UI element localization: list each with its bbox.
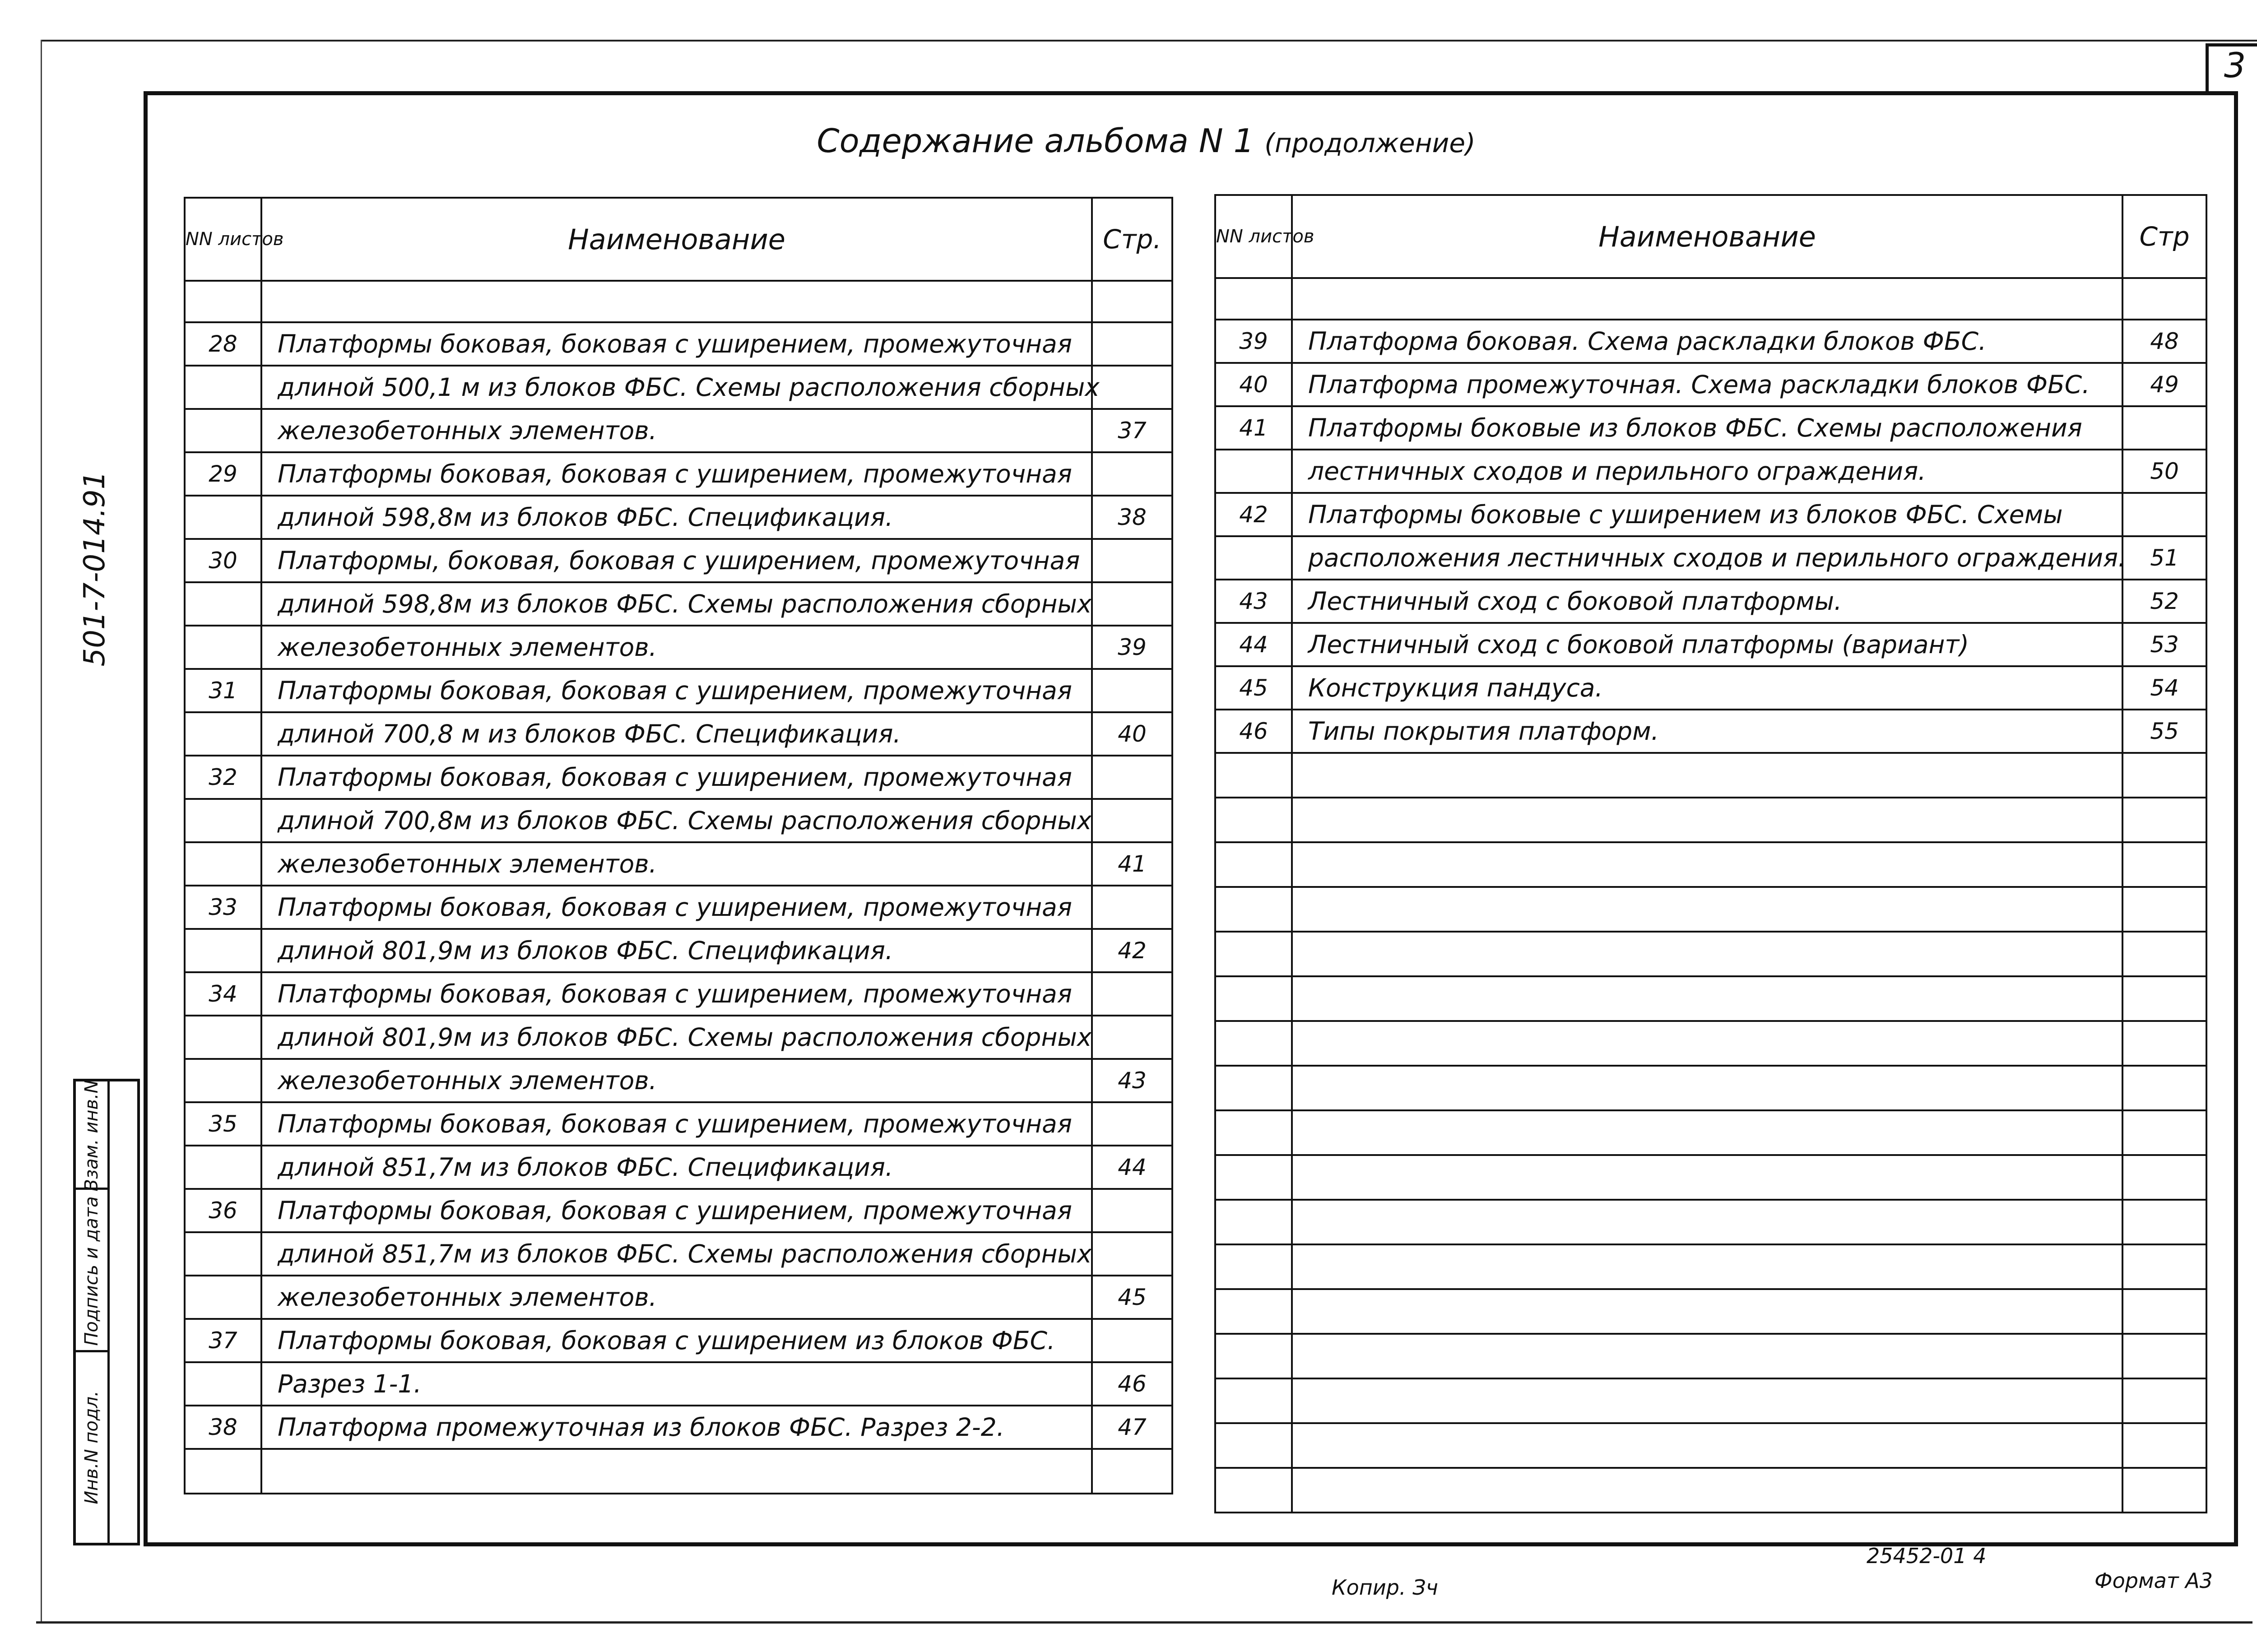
sheet-number-cell: 42 [1215, 493, 1292, 536]
table-row [185, 452, 1172, 496]
empty-cell [1215, 1155, 1292, 1200]
header-page: Стр [2122, 195, 2206, 278]
table-row [185, 496, 1172, 539]
name-cell: длиной 851,7м из блоков ФБС. Спецификация. [261, 1146, 1092, 1189]
bottom-trim-line [36, 1621, 2252, 1624]
empty-cell [2122, 976, 2206, 1021]
name-cell: железобетонных элементов. [261, 409, 1092, 452]
empty-cell [1292, 798, 2122, 842]
table-row [185, 539, 1172, 582]
table-row [1215, 320, 2206, 363]
page-cell: 45 [1092, 1276, 1172, 1319]
empty-cell [2122, 753, 2206, 798]
page-cell [2122, 406, 2206, 450]
name-cell: Платформы боковая, боковая с уширением, промежуточная [261, 1189, 1092, 1232]
blank-row [1215, 278, 2206, 320]
contents-table-left [184, 197, 1173, 1494]
name-cell: Платформы боковая, боковая с уширением из блоков ФБС. [261, 1319, 1092, 1362]
name-cell: длиной 598,8м из блоков ФБС. Спецификация. [261, 496, 1092, 539]
empty-cell [185, 1449, 261, 1494]
sheet-number-cell: 38 [185, 1406, 261, 1449]
sheet-number-cell [185, 799, 261, 842]
table-row [185, 669, 1172, 712]
empty-row [1215, 1066, 2206, 1110]
table-row [185, 322, 1172, 366]
empty-cell [1292, 976, 2122, 1021]
empty-cell [1292, 1289, 2122, 1334]
table-row [185, 1102, 1172, 1146]
sheet-number-cell [185, 1059, 261, 1102]
page-cell: 55 [2122, 710, 2206, 753]
sheet-number-cell [185, 929, 261, 972]
title-main: Содержание альбома N 1 [817, 122, 1254, 160]
table-row [1215, 450, 2206, 493]
header-name: Наименование [1292, 195, 2122, 278]
empty-row [1215, 1155, 2206, 1200]
page-cell [1092, 1102, 1172, 1146]
table-row [185, 1146, 1172, 1189]
empty-row [1215, 753, 2206, 798]
empty-cell [1215, 278, 1292, 320]
empty-cell [2122, 1200, 2206, 1244]
left-trim-line [41, 40, 42, 1621]
empty-cell [1215, 1244, 1292, 1289]
name-cell: железобетонных элементов. [261, 1276, 1092, 1319]
empty-cell [1292, 1334, 2122, 1378]
sheet-number-cell: 40 [1215, 363, 1292, 406]
sheet-number-cell: 46 [1215, 710, 1292, 753]
page-cell: 46 [1092, 1362, 1172, 1406]
empty-cell [1292, 1066, 2122, 1110]
sheet-number-cell: 37 [185, 1319, 261, 1362]
sheet-number-cell: 33 [185, 886, 261, 929]
empty-cell [1215, 1378, 1292, 1423]
sheet-number-cell: 45 [1215, 666, 1292, 710]
page-cell: 44 [1092, 1146, 1172, 1189]
stamp-cell-original [76, 1352, 107, 1543]
empty-cell [185, 281, 261, 322]
empty-cell [1292, 1378, 2122, 1423]
table-row [1215, 623, 2206, 666]
table-body-left [185, 281, 1172, 1494]
page-cell [1092, 1232, 1172, 1276]
header-name: Наименование [261, 198, 1092, 281]
table-row [185, 626, 1172, 669]
empty-row [1215, 1200, 2206, 1244]
empty-cell [1292, 1110, 2122, 1155]
name-cell: Платформы боковые с уширением из блоков ФБС. Схемы [1292, 493, 2122, 536]
sheet-number-cell [185, 626, 261, 669]
name-cell: расположения лестничных сходов и перильного ограждения. [1292, 536, 2122, 580]
empty-cell [1215, 932, 1292, 976]
empty-cell [1292, 887, 2122, 932]
table-row [1215, 580, 2206, 623]
empty-row [1215, 1334, 2206, 1378]
page-title [0, 122, 2257, 160]
name-cell: Платформы боковая, боковая с уширением, промежуточная [261, 886, 1092, 929]
sheet-number-cell [185, 1146, 261, 1189]
name-cell: Платформы боковая, боковая с уширением, промежуточная [261, 756, 1092, 799]
stamp-column [76, 1081, 110, 1543]
sheet-number-cell: 35 [185, 1102, 261, 1146]
empty-cell [1292, 1244, 2122, 1289]
sheet-number-cell: 39 [1215, 320, 1292, 363]
empty-cell [2122, 842, 2206, 887]
sheet-number-cell [185, 1276, 261, 1319]
empty-row [1215, 887, 2206, 932]
empty-cell [2122, 1110, 2206, 1155]
name-cell: длиной 598,8м из блоков ФБС. Схемы расположения сборных [261, 582, 1092, 626]
sheet-number: 3 [2224, 45, 2246, 85]
page-cell: 54 [2122, 666, 2206, 710]
sheet-number-cell [1215, 450, 1292, 493]
page-cell [1092, 1189, 1172, 1232]
name-cell: Платформы боковая, боковая с уширением, промежуточная [261, 1102, 1092, 1146]
table-row [1215, 363, 2206, 406]
sheet-number-cell [185, 1016, 261, 1059]
header-page: Стр. [1092, 198, 1172, 281]
empty-cell [1215, 1200, 1292, 1244]
stamp-cell-signature [76, 1190, 107, 1352]
empty-cell [2122, 278, 2206, 320]
page-cell [1092, 756, 1172, 799]
name-cell: железобетонных элементов. [261, 1059, 1092, 1102]
empty-cell [2122, 1289, 2206, 1334]
name-cell: Лестничный сход с боковой платформы (вариант) [1292, 623, 2122, 666]
page-cell [1092, 669, 1172, 712]
name-cell: длиной 801,9м из блоков ФБС. Схемы расположения сборных [261, 1016, 1092, 1059]
empty-cell [261, 281, 1092, 322]
name-cell: Платформы боковые из блоков ФБС. Схемы расположения [1292, 406, 2122, 450]
empty-row [1215, 798, 2206, 842]
empty-cell [261, 1449, 1092, 1494]
empty-cell [2122, 887, 2206, 932]
table-row [185, 972, 1172, 1016]
name-cell: длиной 500,1 м из блоков ФБС. Схемы расположения сборных [261, 366, 1092, 409]
sheet-number-cell: 44 [1215, 623, 1292, 666]
name-cell: длиной 801,9м из блоков ФБС. Спецификация. [261, 929, 1092, 972]
empty-cell [2122, 1155, 2206, 1200]
table-body-right [1215, 278, 2206, 1513]
page-cell [1092, 366, 1172, 409]
table-row [185, 366, 1172, 409]
empty-cell [1292, 1200, 2122, 1244]
empty-row [1215, 976, 2206, 1021]
empty-cell [1292, 278, 2122, 320]
table-row [1215, 710, 2206, 753]
empty-row [1215, 1423, 2206, 1468]
sheet-number-cell: 29 [185, 452, 261, 496]
sheet-number-cell: 28 [185, 322, 261, 366]
page-cell [1092, 582, 1172, 626]
page-cell [1092, 1016, 1172, 1059]
page-cell: 38 [1092, 496, 1172, 539]
name-cell: Платформы боковая, боковая с уширением, промежуточная [261, 322, 1092, 366]
empty-cell [2122, 1066, 2206, 1110]
name-cell: длиной 851,7м из блоков ФБС. Схемы расположения сборных [261, 1232, 1092, 1276]
page-cell [1092, 972, 1172, 1016]
page-cell: 47 [1092, 1406, 1172, 1449]
sheet-number-cell: 41 [1215, 406, 1292, 450]
order-number: 25452-01 4 [1867, 1544, 1987, 1568]
empty-cell [1215, 976, 1292, 1021]
blank-row [185, 281, 1172, 322]
header-sheet-numbers: NN листов [185, 198, 261, 281]
empty-cell [2122, 1378, 2206, 1423]
name-cell: железобетонных элементов. [261, 626, 1092, 669]
page-cell [1092, 886, 1172, 929]
empty-cell [1215, 1289, 1292, 1334]
name-cell: длиной 700,8 м из блоков ФБС. Спецификация. [261, 712, 1092, 756]
page-cell [1092, 452, 1172, 496]
stamp-label-replacement: Взам. инв.N [81, 1080, 102, 1192]
empty-cell [1292, 753, 2122, 798]
sheet-number-cell [1215, 536, 1292, 580]
empty-row [1215, 1468, 2206, 1513]
page-cell: 48 [2122, 320, 2206, 363]
empty-cell [1092, 281, 1172, 322]
table-row [185, 1189, 1172, 1232]
empty-row [1215, 1244, 2206, 1289]
table-row [1215, 666, 2206, 710]
page-cell: 52 [2122, 580, 2206, 623]
table-row [185, 886, 1172, 929]
table-row [185, 712, 1172, 756]
empty-cell [1215, 1423, 1292, 1468]
sheet-number-cell [185, 582, 261, 626]
empty-row [1215, 1110, 2206, 1155]
page-cell: 49 [2122, 363, 2206, 406]
sheet-number-cell: 32 [185, 756, 261, 799]
table-row [1215, 536, 2206, 580]
page-cell [1092, 1319, 1172, 1362]
table-row [1215, 493, 2206, 536]
empty-cell [2122, 1423, 2206, 1468]
table-row [185, 1016, 1172, 1059]
empty-cell [1292, 932, 2122, 976]
table-row [185, 409, 1172, 452]
top-trim-line [41, 40, 2257, 42]
name-cell: Платформы боковая, боковая с уширением, промежуточная [261, 669, 1092, 712]
stamp-label-original: Инв.N подл. [81, 1391, 102, 1504]
empty-cell [2122, 1244, 2206, 1289]
copy-mark: Копир. Зч [1332, 1575, 1438, 1600]
title-sub: (продолжение) [1264, 128, 1476, 158]
sheet-number-cell: 36 [185, 1189, 261, 1232]
table-row [185, 1276, 1172, 1319]
name-cell: Конструкция пандуса. [1292, 666, 2122, 710]
name-cell: Разрез 1-1. [261, 1362, 1092, 1406]
table-row [185, 1232, 1172, 1276]
empty-cell [1215, 1334, 1292, 1378]
sheet-number-cell: 31 [185, 669, 261, 712]
sheet-number-cell [185, 366, 261, 409]
sheet-number-cell [185, 496, 261, 539]
document-code: 501-7-014.91 [78, 471, 111, 667]
empty-cell [1215, 1066, 1292, 1110]
empty-cell [1215, 753, 1292, 798]
header-sheet-numbers: NN листов [1215, 195, 1292, 278]
approval-stamp [73, 1079, 140, 1545]
sheet-number-cell: 30 [185, 539, 261, 582]
name-cell: Платформа промежуточная. Схема раскладки блоков ФБС. [1292, 363, 2122, 406]
page-cell: 51 [2122, 536, 2206, 580]
name-cell: железобетонных элементов. [261, 842, 1092, 886]
empty-cell [1092, 1449, 1172, 1494]
name-cell: лестничных сходов и перильного ограждения. [1292, 450, 2122, 493]
page-cell: 53 [2122, 623, 2206, 666]
empty-cell [1292, 1155, 2122, 1200]
sheet-number-cell [185, 409, 261, 452]
page-cell: 41 [1092, 842, 1172, 886]
empty-row [1215, 1378, 2206, 1423]
page-cell: 39 [1092, 626, 1172, 669]
table-row [185, 799, 1172, 842]
empty-row [185, 1449, 1172, 1494]
empty-cell [2122, 798, 2206, 842]
empty-row [1215, 932, 2206, 976]
sheet-number-cell: 34 [185, 972, 261, 1016]
empty-cell [1215, 1468, 1292, 1513]
empty-row [1215, 842, 2206, 887]
empty-cell [1215, 1021, 1292, 1066]
name-cell: длиной 700,8м из блоков ФБС. Схемы расположения сборных [261, 799, 1092, 842]
empty-cell [1215, 887, 1292, 932]
page-cell: 43 [1092, 1059, 1172, 1102]
empty-cell [2122, 1334, 2206, 1378]
empty-cell [1292, 1468, 2122, 1513]
name-cell: Платформы боковая, боковая с уширением, промежуточная [261, 452, 1092, 496]
empty-cell [1292, 1021, 2122, 1066]
page-cell: 37 [1092, 409, 1172, 452]
sheet-number-cell [185, 1232, 261, 1276]
stamp-cell-replacement [76, 1081, 107, 1190]
table-row [185, 1319, 1172, 1362]
name-cell: Платформы боковая, боковая с уширением, промежуточная [261, 972, 1092, 1016]
empty-row [1215, 1021, 2206, 1066]
table-row [185, 1059, 1172, 1102]
empty-cell [1292, 1423, 2122, 1468]
page-cell [1092, 799, 1172, 842]
sheet-number-cell [185, 712, 261, 756]
table-row [185, 1362, 1172, 1406]
name-cell: Платформы, боковая, боковая с уширением, промежуточная [261, 539, 1092, 582]
page-cell: 50 [2122, 450, 2206, 493]
page-cell [1092, 539, 1172, 582]
page-cell [1092, 322, 1172, 366]
name-cell: Типы покрытия платформ. [1292, 710, 2122, 753]
table-row [185, 1406, 1172, 1449]
page-cell [2122, 493, 2206, 536]
empty-cell [2122, 932, 2206, 976]
sheet-number-cell [185, 842, 261, 886]
page-cell: 42 [1092, 929, 1172, 972]
contents-table-right [1214, 194, 2207, 1513]
sheet-number-cell [185, 1362, 261, 1406]
format-label: Формат А3 [2094, 1568, 2213, 1593]
table-row [185, 756, 1172, 799]
table-row [1215, 406, 2206, 450]
empty-cell [1215, 842, 1292, 887]
stamp-label-signature: Подпись и дата [81, 1196, 102, 1346]
table-row [185, 842, 1172, 886]
table-row [185, 929, 1172, 972]
name-cell: Платформа боковая. Схема раскладки блоков ФБС. [1292, 320, 2122, 363]
name-cell: Лестничный сход с боковой платформы. [1292, 580, 2122, 623]
empty-row [1215, 1289, 2206, 1334]
name-cell: Платформа промежуточная из блоков ФБС. Разрез 2-2. [261, 1406, 1092, 1449]
empty-cell [1215, 798, 1292, 842]
table-row [185, 582, 1172, 626]
empty-cell [2122, 1021, 2206, 1066]
page-cell: 40 [1092, 712, 1172, 756]
empty-cell [1215, 1110, 1292, 1155]
empty-cell [2122, 1468, 2206, 1513]
empty-cell [1292, 842, 2122, 887]
sheet-number-cell: 43 [1215, 580, 1292, 623]
